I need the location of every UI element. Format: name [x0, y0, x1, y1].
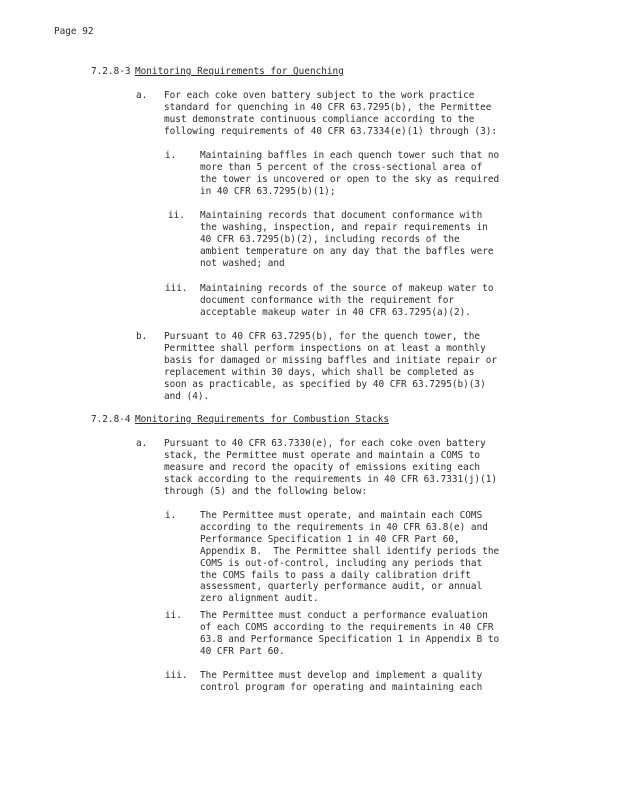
- subitem-marker: i.: [165, 150, 177, 161]
- paragraph-quenching-b: [164, 331, 497, 402]
- section-heading-combustion-stacks: [91, 414, 389, 426]
- text-line: ambient temperature on any day that the baffles were: [200, 245, 494, 257]
- text-line: Appendix B. The Permittee shall identify periods the: [200, 545, 500, 557]
- section-number: 7.2.8-3: [91, 66, 131, 77]
- text-line: stack, the Permittee must operate and maintain a COMS to: [164, 449, 481, 461]
- text-line: assessment, quarterly performance audit, or annual: [200, 581, 483, 593]
- text-line: the COMS fails to pass a daily calibration drift: [200, 569, 471, 581]
- paragraph-quenching-a-i: [200, 150, 499, 198]
- section-title: Monitoring Requirements for Combustion Stacks: [135, 414, 389, 425]
- subitem-marker: ii.: [168, 210, 185, 221]
- paragraph-combustion-a-i: [200, 510, 499, 605]
- text-line: Pursuant to 40 CFR 63.7295(b), for the quench tower, the: [164, 331, 481, 342]
- text-line: document conformance with the requirement for: [200, 294, 454, 306]
- paragraph-combustion-a-ii: [200, 610, 499, 658]
- section-title: Monitoring Requirements for Quenching: [135, 66, 344, 77]
- subitem-marker: i.: [165, 510, 177, 521]
- subitem-marker: iii.: [165, 283, 188, 294]
- text-line: The Permittee must develop and implement a quality: [200, 670, 483, 681]
- text-line: not washed; and: [200, 257, 285, 269]
- paragraph-quenching-a: [164, 90, 497, 138]
- text-line: in 40 CFR 63.7295(b)(1);: [200, 185, 336, 197]
- text-line: the washing, inspection, and repair requirements in: [200, 221, 488, 233]
- paragraph-quenching-a-ii: [200, 210, 494, 270]
- text-line: measure and record the opacity of emissions exiting each: [164, 461, 481, 473]
- text-line: zero alignment audit.: [200, 593, 319, 605]
- text-line: COMS is out-of-control, including any periods that: [200, 557, 483, 569]
- text-line: the tower is uncovered or open to the sky as required: [200, 173, 500, 185]
- paragraph-quenching-a-iii: [200, 283, 494, 319]
- text-line: 40 CFR Part 60.: [200, 645, 285, 657]
- page-header: Page 92: [54, 26, 94, 37]
- text-line: acceptable makeup water in 40 CFR 63.7295(a)(2).: [200, 306, 471, 318]
- text-line: stack according to the requirements in 40 CFR 63.7331(j)(1): [164, 473, 498, 485]
- text-line: Permittee shall perform inspections on at least a monthly: [164, 342, 486, 354]
- text-line: following requirements of 40 CFR 63.7334(e)(1) through (3):: [164, 125, 498, 137]
- text-line: 63.8 and Performance Specification 1 in Appendix B to: [200, 633, 500, 645]
- text-line: and (4).: [164, 390, 210, 402]
- paragraph-combustion-a: [164, 438, 497, 498]
- text-line: Maintaining records of the source of makeup water to: [200, 283, 494, 294]
- text-line: 40 CFR 63.7295(b)(2), including records of the: [200, 233, 460, 245]
- text-line: according to the requirements in 40 CFR 63.8(e) and: [200, 521, 488, 533]
- text-line: more than 5 percent of the cross-sectional area of: [200, 161, 483, 173]
- text-line: For each coke oven battery subject to the work practice: [164, 90, 475, 101]
- item-marker: a.: [136, 438, 148, 449]
- text-line: standard for quenching in 40 CFR 63.7295(b), the Permittee: [164, 101, 492, 113]
- section-number: 7.2.8-4: [91, 414, 131, 425]
- text-line: Maintaining baffles in each quench tower such that no: [200, 150, 500, 161]
- item-marker: b.: [136, 331, 148, 342]
- text-line: soon as practicable, as specified by 40 CFR 63.7295(b)(3): [164, 378, 486, 390]
- text-line: control program for operating and maintaining each: [200, 681, 483, 693]
- item-marker: a.: [136, 90, 148, 101]
- section-heading-quenching: [91, 66, 344, 78]
- text-line: The Permittee must conduct a performance evaluation: [200, 610, 488, 621]
- text-line: Pursuant to 40 CFR 63.7330(e), for each coke oven battery: [164, 438, 486, 449]
- text-line: of each COMS according to the requirements in 40 CFR: [200, 621, 494, 633]
- text-line: Maintaining records that document conformance with: [200, 210, 483, 221]
- text-line: must demonstrate continuous compliance according to the: [164, 113, 475, 125]
- text-line: through (5) and the following below:: [164, 485, 368, 497]
- text-line: basis for damaged or missing baffles and initiate repair or: [164, 354, 498, 366]
- text-line: The Permittee must operate, and maintain each COMS: [200, 510, 483, 521]
- subitem-marker: iii.: [165, 670, 188, 681]
- paragraph-combustion-a-iii: [200, 670, 482, 694]
- text-line: replacement within 30 days, which shall be completed as: [164, 366, 475, 378]
- text-line: Performance Specification 1 in 40 CFR Part 60,: [200, 533, 460, 545]
- subitem-marker: ii.: [165, 610, 182, 621]
